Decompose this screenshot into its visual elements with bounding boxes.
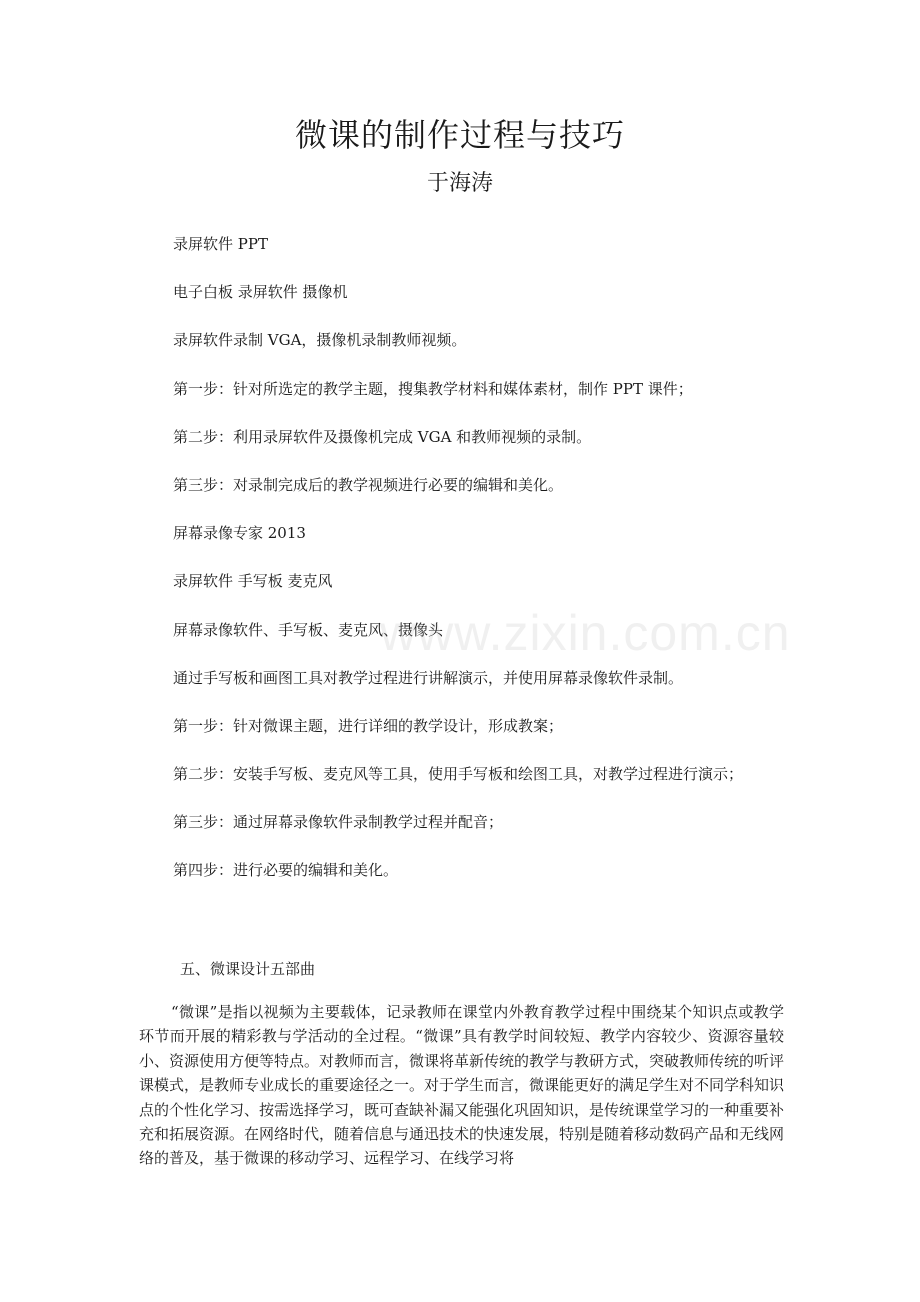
watermark: www.zixin.com.cn — [380, 605, 791, 661]
text-line: 录屏软件 PPT — [173, 235, 268, 253]
text-line: 电子白板 录屏软件 摄像机 — [173, 283, 348, 301]
document-author: 于海涛 — [426, 171, 493, 196]
text-line: 第三步：对录制完成后的教学视频进行必要的编辑和美化。 — [173, 476, 564, 494]
text-line: 第三步：通过屏幕录像软件录制教学过程并配音； — [173, 813, 504, 831]
text-line: 第二步：利用录屏软件及摄像机完成 VGA 和教师视频的录制。 — [173, 428, 592, 446]
body-paragraph: “微课”是指以视频为主要载体，记录教师在课堂内外教育教学过程中围绕某个知识点或教学环节而开展的精彩教与学活动的全过程。“微课”具有教学时间较短、教学内容较少、资源容量较小、资源使用方便等特点。对教师而言，微课将革新传统的教学与教研方式，突破教师传统的听评课模式，是教师专业成长的重要途径之一。对于学生而言，微课能更好的满足学生对不同学科知识点的个性化学习、按需选择学习，既可查缺补漏又能强化巩固知识，是传统课堂学习的一种重要补充和拓展资源。在网络时代，随着信息与通迅技术的快速发展，特别是随着移动数码产品和无线网络的普及，基于微课的移动学习、远程学习、在线学习将 — [139, 1003, 785, 1168]
text-line: 第二步：安装手写板、麦克风等工具，使用手写板和绘图工具，对教学过程进行演示； — [173, 765, 744, 783]
text-line: 第四步：进行必要的编辑和美化。 — [173, 861, 399, 879]
text-line: 录屏软件录制 VGA，摄像机录制教师视频。 — [173, 331, 467, 349]
document-title: 微课的制作过程与技巧 — [294, 116, 625, 154]
text-line: 第一步：针对微课主题，进行详细的教学设计，形成教案； — [173, 717, 564, 735]
text-line: 第一步：针对所选定的教学主题，搜集教学材料和媒体素材，制作 PPT 课件； — [173, 380, 693, 398]
section-heading: 五、微课设计五部曲 — [180, 960, 316, 978]
text-line: 录屏软件 手写板 麦克风 — [173, 572, 333, 590]
text-line: 屏幕录像专家 2013 — [173, 524, 306, 542]
text-line: 屏幕录像软件、手写板、麦克风、摄像头 — [173, 621, 444, 639]
text-line: 通过手写板和画图工具对教学过程进行讲解演示，并使用屏幕录像软件录制。 — [173, 669, 684, 687]
